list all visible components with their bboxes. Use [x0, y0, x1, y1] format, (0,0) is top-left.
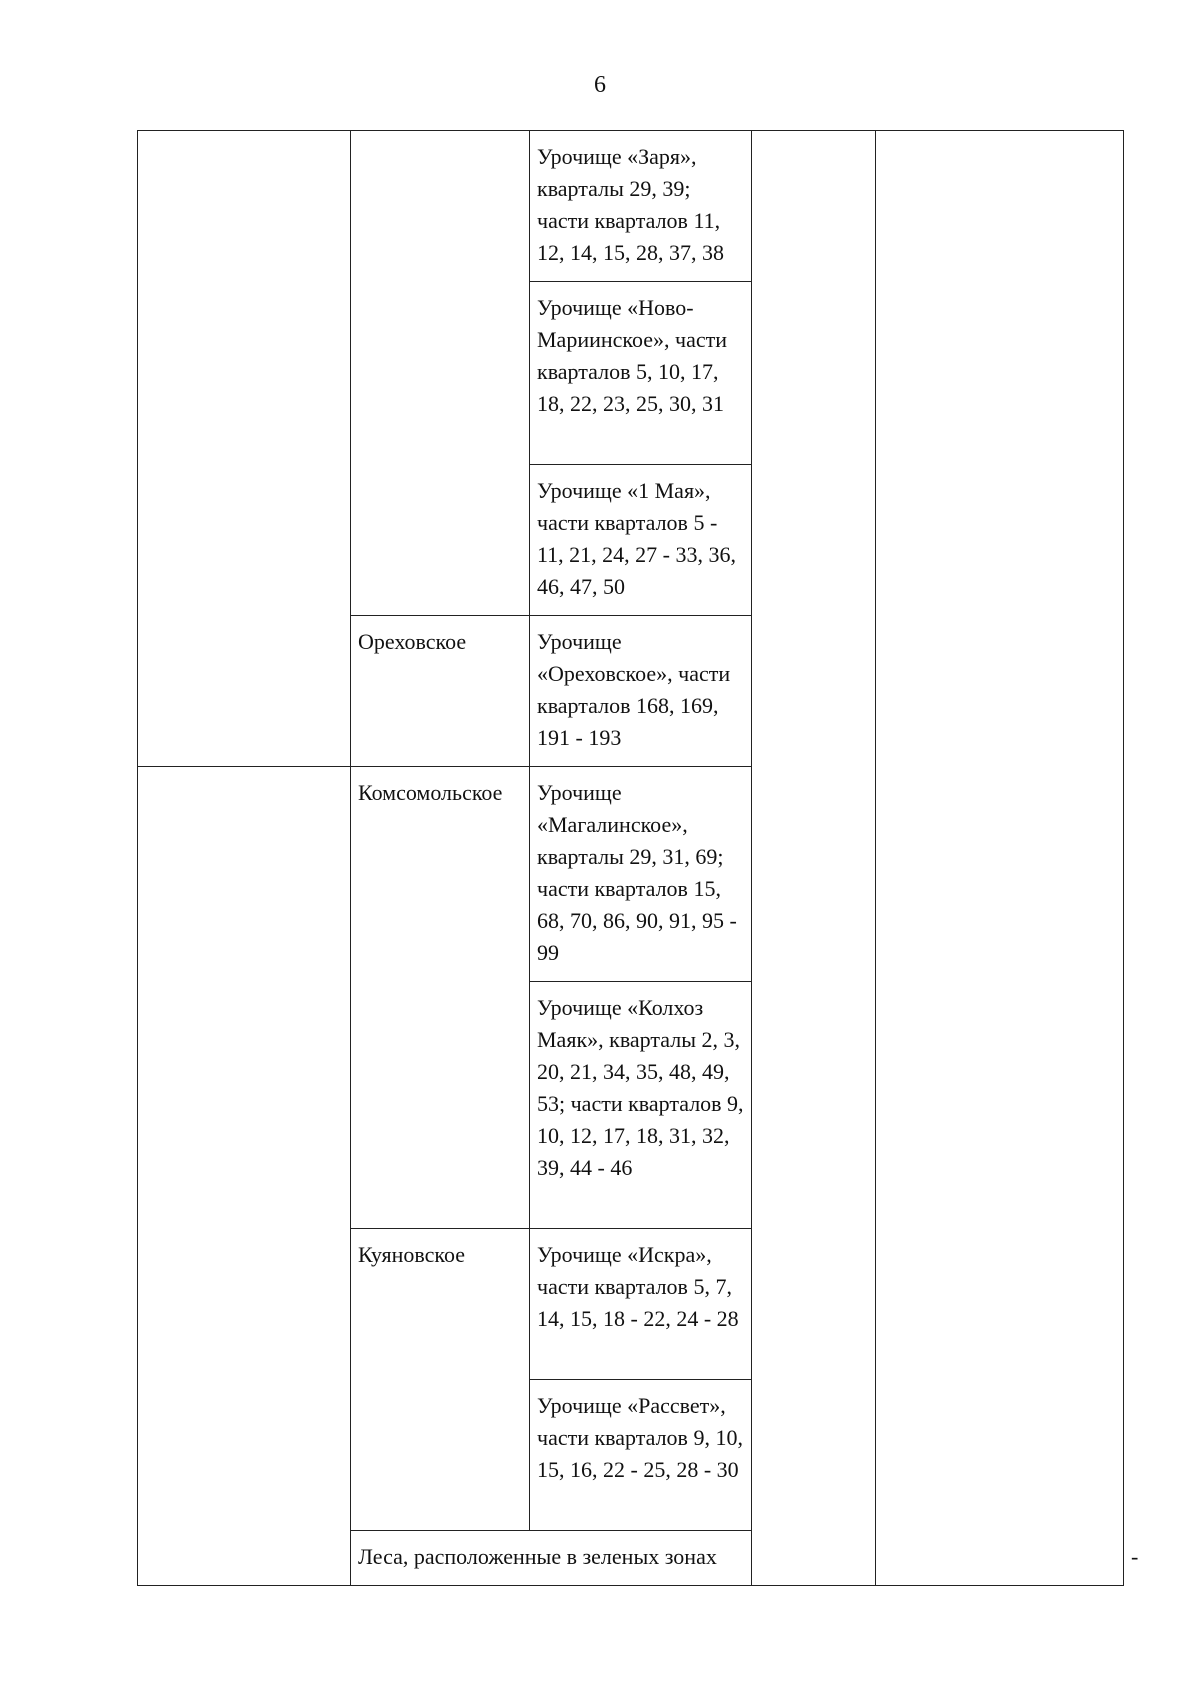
municipality-cell: Комсомольское [351, 767, 530, 1229]
district-cell [138, 131, 351, 767]
area-cell [752, 131, 876, 1586]
location-cell: Урочище «Магалинское», кварталы 29, 31, 69; части кварталов 15, 68, 70, 86, 90, 91, 95 - 99 [530, 767, 752, 982]
footer-label-cell: Леса, расположенные в зеленых зонах [351, 1531, 876, 1586]
table-row [138, 131, 1124, 282]
municipality-cell [351, 131, 530, 616]
municipality-cell: Ореховское [351, 616, 530, 767]
location-cell: Урочище «Ореховское», части кварталов 168, 169, 191 - 193 [530, 616, 752, 767]
municipality-cell: Куяновское [351, 1229, 530, 1531]
notes-cell [876, 131, 1124, 1586]
district-cell [138, 767, 351, 1586]
page-number: 6 [594, 72, 606, 98]
forest-table [137, 130, 1139, 1586]
location-cell: Урочище «Ново-Мариинское», части кварталов 5, 10, 17, 18, 22, 23, 25, 30, 31 [530, 282, 752, 465]
table-row: Леса, расположенные в зеленых зонах - [138, 1531, 1124, 1586]
location-cell: Урочище «Заря», кварталы 29, 39; части кварталов 11, 12, 14, 15, 28, 37, 38 [530, 131, 752, 282]
location-cell: Урочище «1 Мая», части кварталов 5 - 11, 21, 24, 27 - 33, 36, 46, 47, 50 [530, 465, 752, 616]
location-cell: Урочище «Рассвет», части кварталов 9, 10, 15, 16, 22 - 25, 28 - 30 [530, 1380, 752, 1531]
location-cell: Урочище «Колхоз Маяк», кварталы 2, 3, 20, 21, 34, 35, 48, 49, 53; части кварталов 9, 10, 12, 17, 18, 31, 32, 39, 44 - 46 [530, 982, 752, 1229]
location-cell: Урочище «Искра», части кварталов 5, 7, 14, 15, 18 - 22, 24 - 28 [530, 1229, 752, 1380]
